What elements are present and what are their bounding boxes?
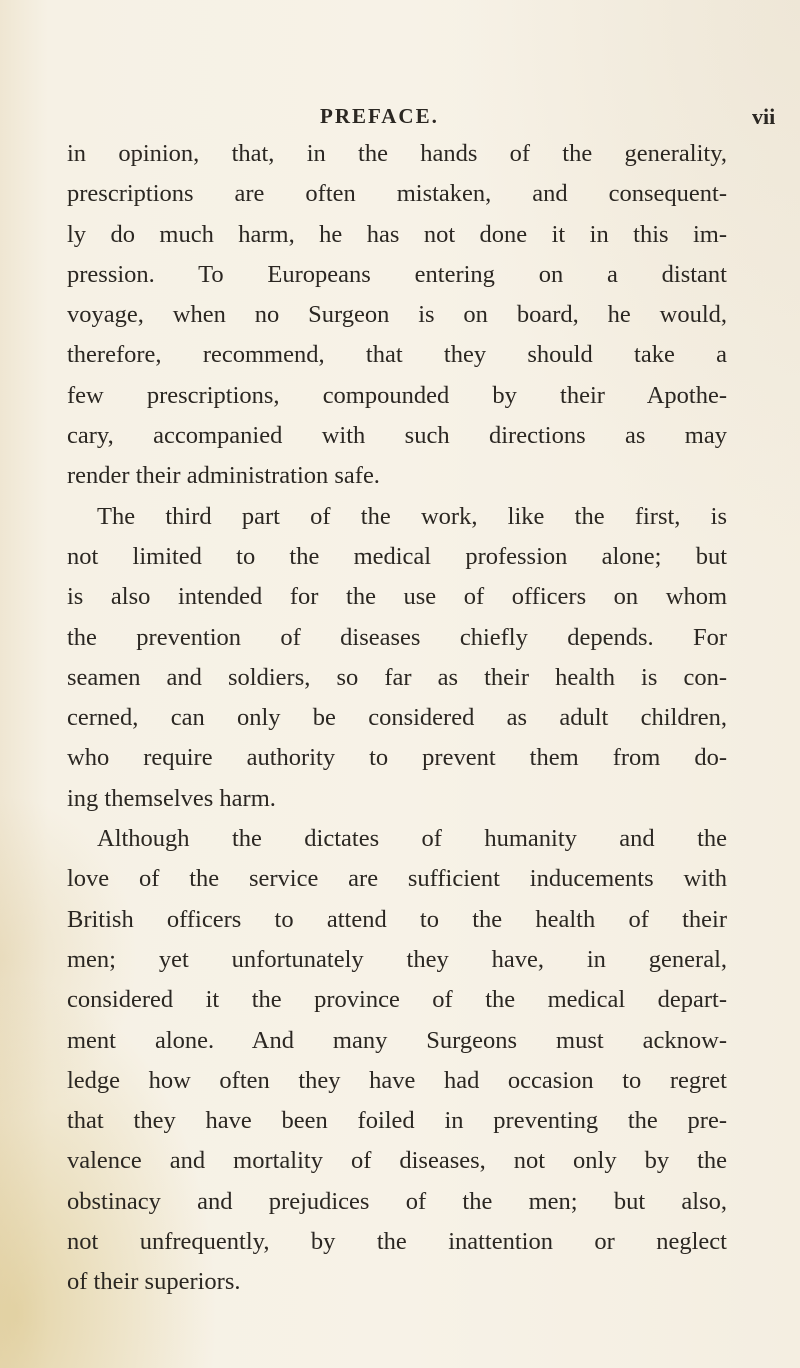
page-number: vii — [752, 104, 776, 129]
paragraph-first-line: The third part of the work, like the first, is — [97, 502, 727, 530]
text-line: not limited to the medical profession alone; but — [67, 542, 727, 570]
text-line: of their superiors. — [67, 1268, 241, 1296]
text-line: not unfrequently, by the inattention or neglect — [67, 1228, 727, 1256]
text-line: British officers to attend to the health of their — [67, 905, 727, 933]
text-line: that they have been foiled in preventing the pre- — [67, 1107, 727, 1135]
running-head-title: PREFACE. — [320, 104, 439, 128]
text-line: who require authority to prevent them from do- — [67, 744, 727, 772]
text-line: obstinacy and prejudices of the men; but also, — [67, 1187, 727, 1215]
text-line: men; yet unfortunately they have, in general, — [67, 945, 727, 973]
text-line: cerned, can only be considered as adult children, — [67, 704, 727, 732]
running-head — [0, 104, 800, 134]
text-line: ment alone. And many Surgeons must acknow- — [67, 1026, 727, 1054]
text-line: in opinion, that, in the hands of the generality, — [67, 140, 727, 167]
text-line: therefore, recommend, that they should take a — [67, 341, 727, 369]
text-line: prescriptions are often mistaken, and consequent- — [67, 180, 727, 208]
text-line: love of the service are sufficient inducements with — [67, 865, 727, 893]
text-line: is also intended for the use of officers on whom — [67, 583, 727, 611]
text-line: pression. To Europeans entering on a distant — [67, 260, 727, 288]
text-line: ledge how often they have had occasion to regret — [67, 1066, 727, 1094]
text-line: cary, accompanied with such directions as may — [67, 422, 727, 450]
text-line: considered it the province of the medical depart- — [67, 986, 727, 1014]
text-line: ly do much harm, he has not done it in this im- — [67, 220, 727, 248]
text-line: the prevention of diseases chiefly depends. For — [67, 623, 727, 651]
text-line: voyage, when no Surgeon is on board, he would, — [67, 301, 727, 329]
text-line: seamen and soldiers, so far as their health is con- — [67, 663, 727, 691]
paragraph-first-line: Although the dictates of humanity and the — [97, 825, 727, 853]
text-line: render their administration safe. — [67, 462, 380, 490]
body-text — [67, 134, 727, 1303]
text-line: valence and mortality of diseases, not only by the — [67, 1147, 727, 1175]
text-line: few prescriptions, compounded by their Apothe- — [67, 381, 727, 409]
text-line: ing themselves harm. — [67, 784, 276, 812]
